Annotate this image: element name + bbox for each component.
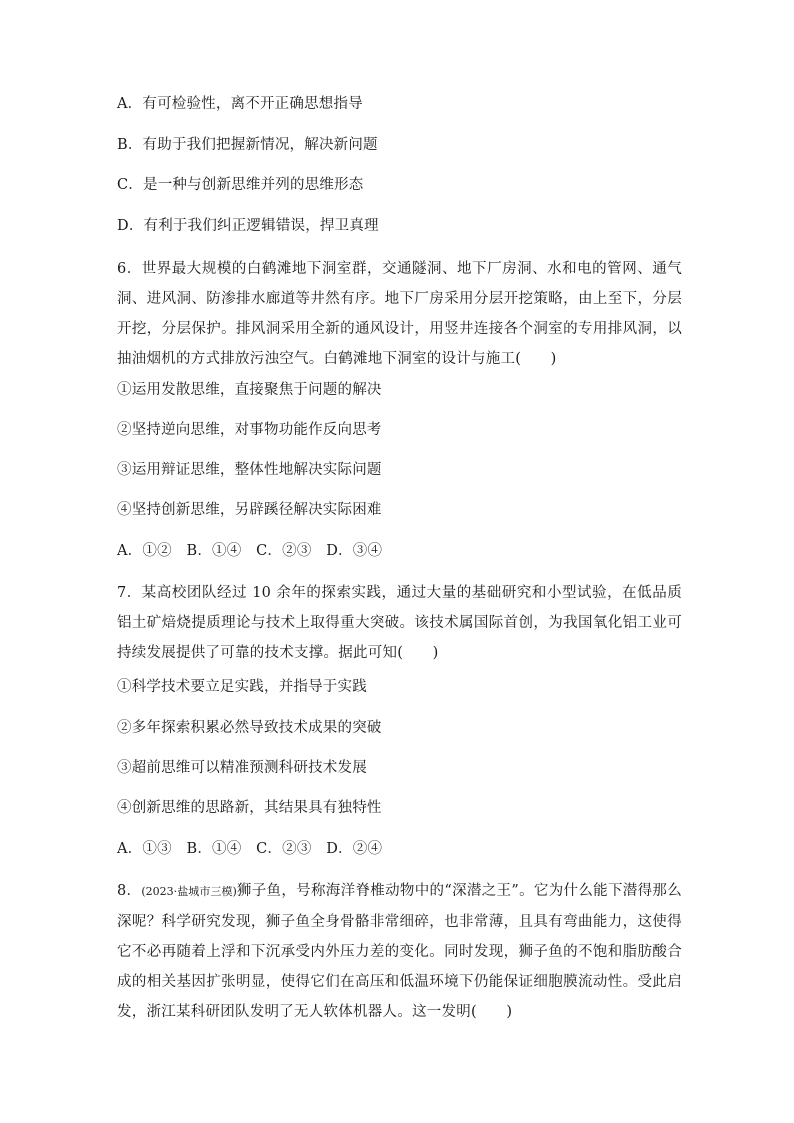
q8-stem: 狮子鱼，号称海洋脊椎动物中的“深潜之王”。它为什么能下潜得那么深呢？科学研究发现，狮子鱼全身骨骼非常细碎，也非常薄，且具有弯曲能力，这使得它不必再随着上浮和下沉承受内外压力差的变化。同时发现，狮子鱼的不饱和脂肪酸合成的相关基因扩张明显，使得它们在高压和低温环境下仍能保证细胞膜流动性。受此启发，浙江某科研团队发明了无人软体机器人。这一发明( ) xyxy=(117,883,682,1020)
q7-item-4: ④创新思维的思路新，其结果具有独特性 xyxy=(117,800,382,816)
q5-option-b: B．有助于我们把握新情况，解决新问题 xyxy=(117,137,378,153)
q7-item-3: ③超前思维可以精准预测科研技术发展 xyxy=(117,760,367,776)
q5-option-c: C．是一种与创新思维并列的思维形态 xyxy=(117,177,364,193)
q5-option-a: A．有可检验性，离不开正确思想指导 xyxy=(117,96,363,112)
q7-item-2: ②多年探索积累必然导致技术成果的突破 xyxy=(117,720,382,736)
q6-stem: 6．世界最大规模的白鹤滩地下洞室群，交通隧洞、地下厂房洞、水和电的管网、通气洞、进风洞、防渗排水廊道等井然有序。地下厂房采用分层开挖策略，由上至下，分层开挖，分层保护。排风洞采用全新的通风设计，用竖井连接各个洞室的专用排风洞，以抽油烟机的方式排放污浊空气。白鹤滩地下洞室的设计与施工( ) xyxy=(117,261,682,367)
q7-item-1: ①科学技术要立足实践，并指导于实践 xyxy=(117,679,367,695)
q7-answer-choices: A．①③ B．①④ C．②③ D．②④ xyxy=(117,841,383,857)
q6-item-3: ③运用辩证思维，整体性地解决实际问题 xyxy=(117,462,382,478)
q7-stem: 7．某高校团队经过 10 余年的探索实践，通过大量的基础研究和小型试验，在低品质铝土矿焙烧提质理论与技术上取得重大突破。该技术属国际首创，为我国氧化铝工业可持续发展提供了可靠的技术支撑。据此可知( ) xyxy=(117,585,682,661)
q6-item-2: ②坚持逆向思维，对事物功能作反向思考 xyxy=(117,422,382,438)
q6-item-1: ①运用发散思维，直接聚焦于问题的解决 xyxy=(117,382,382,398)
q8-number: 8． xyxy=(117,883,142,899)
q5-option-d: D．有利于我们纠正逻辑错误，捍卫真理 xyxy=(117,218,379,234)
q6-answer-choices: A．①② B．①④ C．②③ D．③④ xyxy=(117,543,383,559)
q8-stem-block xyxy=(117,876,682,1027)
q8-source-tag: (2023·盐城市三模) xyxy=(141,885,237,898)
q6-item-4: ④坚持创新思维，另辟蹊径解决实际困难 xyxy=(117,502,382,518)
